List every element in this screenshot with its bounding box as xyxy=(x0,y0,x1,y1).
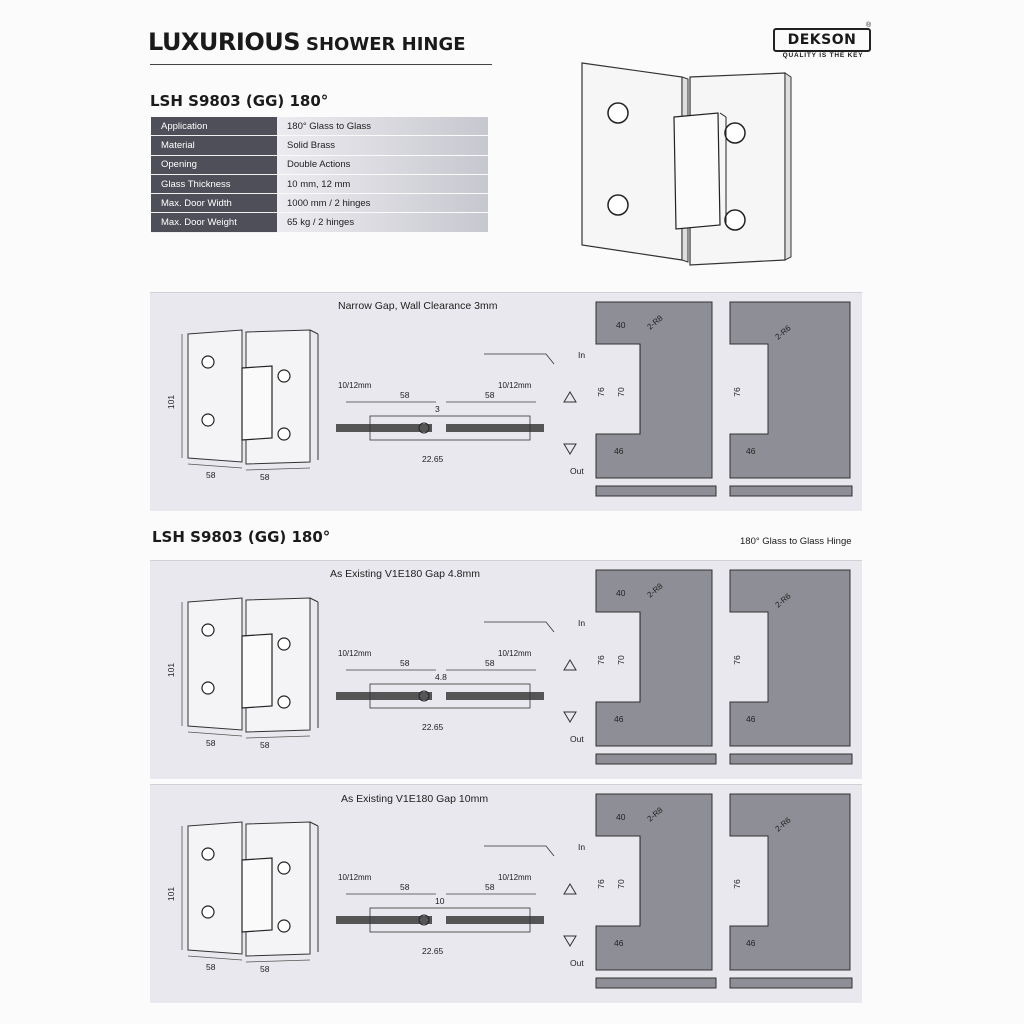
hinge-product-image xyxy=(570,55,810,275)
dim-76-2: 76 xyxy=(732,879,742,889)
spec-label: Material xyxy=(151,136,277,155)
dim-height: 101 xyxy=(166,394,176,410)
dim-gap: 10 xyxy=(435,896,445,906)
dim-70: 70 xyxy=(616,879,626,889)
dim-radius-6: 2-R6 xyxy=(773,323,793,342)
dim-offset: 22.65 xyxy=(422,454,444,464)
dim-width-left: 58 xyxy=(206,470,216,480)
page-title xyxy=(148,28,466,56)
dim-glass-right: 10/12mm xyxy=(498,381,532,390)
title-rest: SHOWER HINGE xyxy=(306,34,466,55)
spec-label: Application xyxy=(151,117,277,136)
dim-cut-bottom-2: 46 xyxy=(746,714,756,724)
dim-section-left: 58 xyxy=(400,390,410,400)
dim-cut-bottom: 46 xyxy=(614,446,624,456)
dim-width-right: 58 xyxy=(260,964,270,974)
dim-section-left: 58 xyxy=(400,882,410,892)
dim-glass-right: 10/12mm xyxy=(498,649,532,658)
spec-row xyxy=(151,117,488,136)
technical-drawing-1 xyxy=(150,292,862,510)
dim-width-left: 58 xyxy=(206,962,216,972)
dim-cut-top: 40 xyxy=(616,320,626,330)
spec-value: 10 mm, 12 mm xyxy=(277,174,488,193)
dim-cut-bottom: 46 xyxy=(614,938,624,948)
dim-width-right: 58 xyxy=(260,472,270,482)
dim-cut-bottom: 46 xyxy=(614,714,624,724)
dim-height: 101 xyxy=(166,662,176,678)
dim-gap: 3 xyxy=(435,404,440,414)
dim-cut-top: 40 xyxy=(616,588,626,598)
spec-row xyxy=(151,174,488,193)
dim-76-2: 76 xyxy=(732,655,742,665)
section-view xyxy=(336,622,554,732)
dim-76-2: 76 xyxy=(732,387,742,397)
title-divider xyxy=(150,64,492,65)
label-out: Out xyxy=(570,958,584,968)
technical-drawing-2 xyxy=(150,560,862,778)
technical-drawing-3 xyxy=(150,784,862,1002)
model-heading-2: LSH S9803 (GG) 180° xyxy=(152,528,331,546)
dim-width-right: 58 xyxy=(260,740,270,750)
label-out: Out xyxy=(570,466,584,476)
section-view xyxy=(336,354,554,464)
panel-3-title: As Existing V1E180 Gap 10mm xyxy=(341,793,489,805)
spec-table xyxy=(151,117,488,233)
glass-cutout-r6 xyxy=(730,302,852,496)
glass-cutout-r6 xyxy=(730,794,852,988)
glass-cutout-r6 xyxy=(730,570,852,764)
hinge-front-view xyxy=(166,822,318,974)
sub-caption: 180° Glass to Glass Hinge xyxy=(740,536,852,547)
dim-cut-top: 40 xyxy=(616,812,626,822)
hinge-front-view xyxy=(166,598,318,750)
spec-row xyxy=(151,213,488,232)
dim-section-right: 58 xyxy=(485,882,495,892)
dim-glass-right: 10/12mm xyxy=(498,873,532,882)
dim-glass-left: 10/12mm xyxy=(338,649,372,658)
model-heading: LSH S9803 (GG) 180° xyxy=(150,92,329,110)
panel-2-title: As Existing V1E180 Gap 4.8mm xyxy=(330,568,480,580)
spec-value: 65 kg / 2 hinges xyxy=(277,213,488,232)
dim-radius-8: 2-R8 xyxy=(645,581,665,600)
glass-cutout-r8 xyxy=(596,794,716,988)
brand-tagline: QUALITY IS THE KEY xyxy=(782,52,864,59)
spec-label: Opening xyxy=(151,155,277,174)
panel-1-title: Narrow Gap, Wall Clearance 3mm xyxy=(338,300,498,312)
spec-row xyxy=(151,136,488,155)
spec-value: Solid Brass xyxy=(277,136,488,155)
spec-label: Glass Thickness xyxy=(151,174,277,193)
spec-value: Double Actions xyxy=(277,155,488,174)
spec-label: Max. Door Weight xyxy=(151,213,277,232)
dim-section-right: 58 xyxy=(485,390,495,400)
dim-76: 76 xyxy=(596,879,606,889)
title-bold: LUXURIOUS xyxy=(148,28,301,56)
glass-cutout-r8 xyxy=(596,302,716,496)
dim-offset: 22.65 xyxy=(422,946,444,956)
label-in: In xyxy=(578,842,586,852)
spec-value: 180° Glass to Glass xyxy=(277,117,488,136)
label-in: In xyxy=(578,350,586,360)
dim-offset: 22.65 xyxy=(422,722,444,732)
spec-row xyxy=(151,194,488,213)
label-in: In xyxy=(578,618,586,628)
dim-gap: 4.8 xyxy=(435,672,447,682)
dim-cut-bottom-2: 46 xyxy=(746,938,756,948)
spec-label: Max. Door Width xyxy=(151,194,277,213)
dim-section-right: 58 xyxy=(485,658,495,668)
dim-radius-8: 2-R8 xyxy=(645,313,665,332)
hinge-front-view xyxy=(166,330,318,482)
dim-radius-6: 2-R6 xyxy=(773,591,793,610)
dim-height: 101 xyxy=(166,886,176,902)
spec-value: 1000 mm / 2 hinges xyxy=(277,194,488,213)
dim-76: 76 xyxy=(596,655,606,665)
dim-cut-bottom-2: 46 xyxy=(746,446,756,456)
glass-cutout-r8 xyxy=(596,570,716,764)
dim-width-left: 58 xyxy=(206,738,216,748)
dim-glass-left: 10/12mm xyxy=(338,873,372,882)
dim-70: 70 xyxy=(616,387,626,397)
dim-70: 70 xyxy=(616,655,626,665)
dim-section-left: 58 xyxy=(400,658,410,668)
section-view xyxy=(336,846,554,956)
dim-76: 76 xyxy=(596,387,606,397)
dim-radius-8: 2-R8 xyxy=(645,805,665,824)
dim-glass-left: 10/12mm xyxy=(338,381,372,390)
label-out: Out xyxy=(570,734,584,744)
spec-row xyxy=(151,155,488,174)
dim-radius-6: 2-R6 xyxy=(773,815,793,834)
registered-mark: ® xyxy=(866,22,872,29)
brand-logo: DEKSON xyxy=(773,28,871,52)
